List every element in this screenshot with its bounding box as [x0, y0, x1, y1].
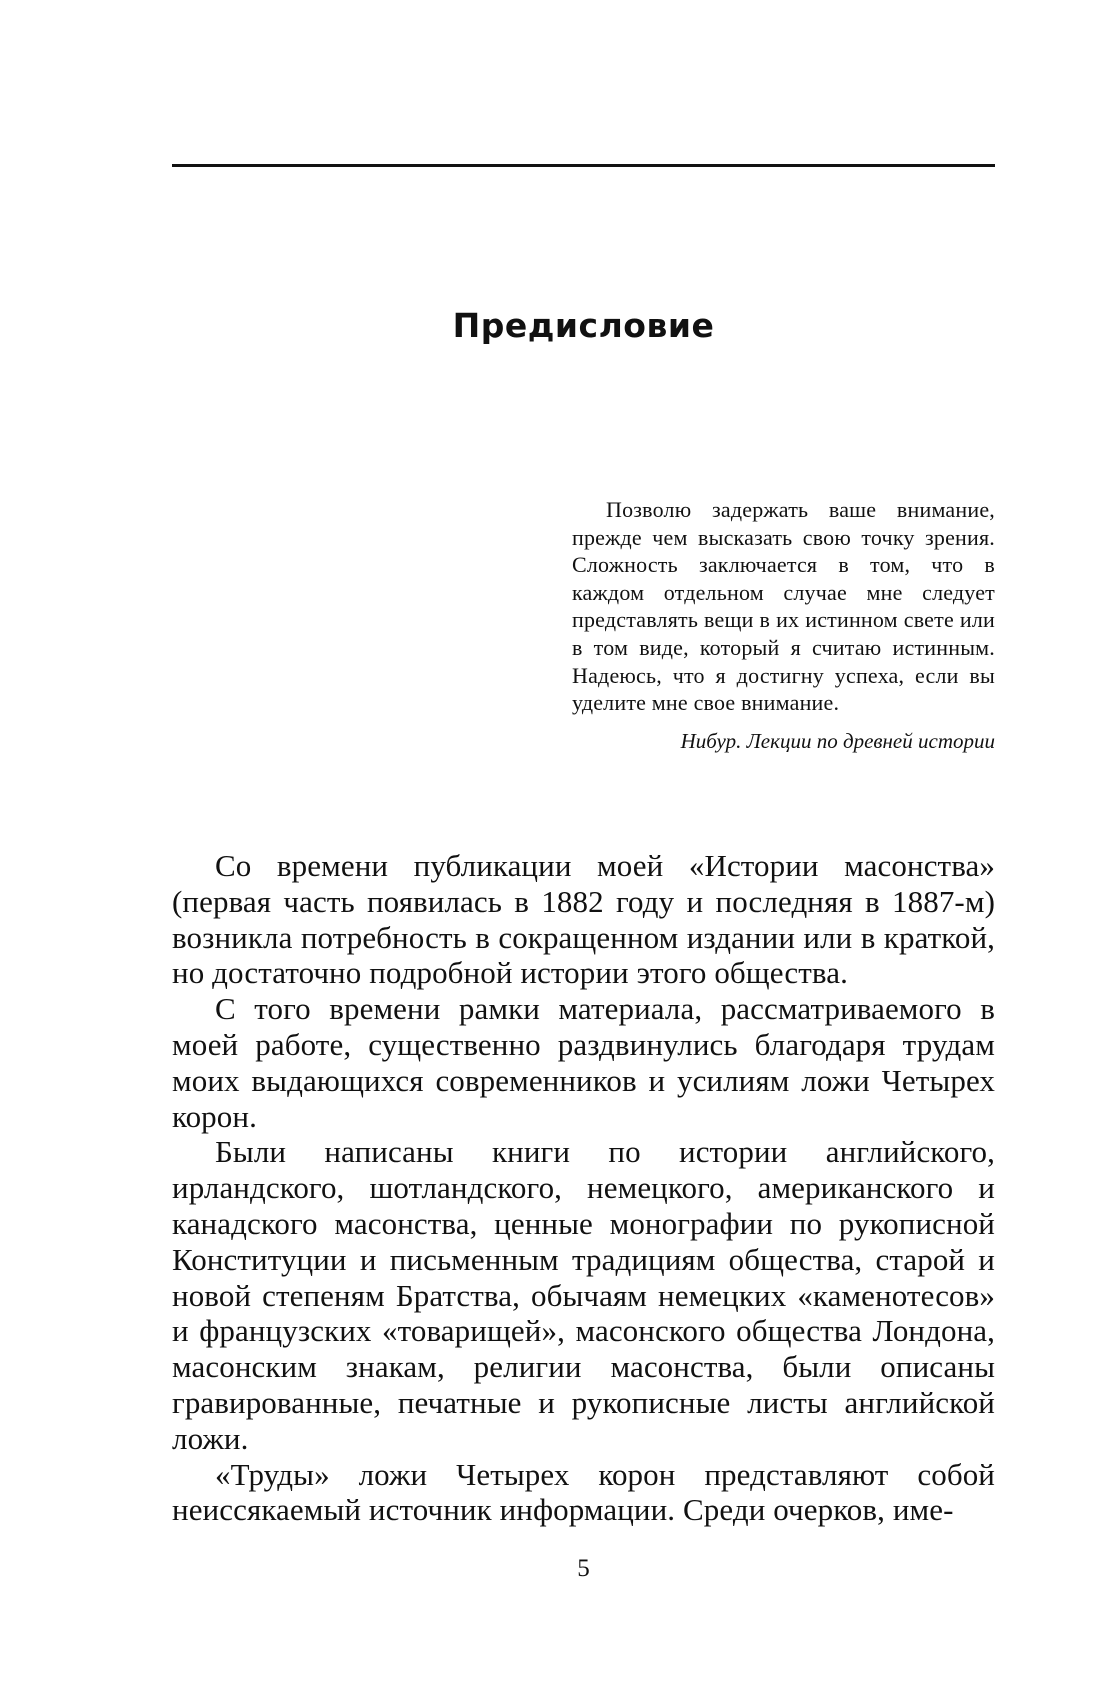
body-paragraph-2: С того времени рамки материала, рассматриваемого в моей работе, существенно раздвинулись благодаря трудам моих выдающихся современников и усилиям ложи Четырех корон. [172, 991, 995, 1134]
body-paragraph-3: Были написаны книги по истории английского, ирландского, шотландского, немецкого, американского и канадского масонства, ценные монографии по рукописной Конституции и письменным традициям общества, старой и новой степеням Братства, обычаям немецких «каменотесов» и французских «товарищей», масонского общества Лондона, масонским знакам, религии масонства, были описаны гравированные, печатные и рукописные листы английской ложи. [172, 1134, 995, 1456]
chapter-title: Предисловие [452, 306, 715, 346]
body-paragraph-1: Со времени публикации моей «Истории масонства» (первая часть появилась в 1882 году и последняя в 1887-м) возникла потребность в сокращенном издании или в краткой, но достаточно подробной истории этого общества. [172, 848, 995, 991]
epigraph-source: Нибур. Лекции по древней истории [680, 728, 995, 753]
epigraph [572, 496, 995, 755]
body-paragraph-4: «Труды» ложи Четырех корон представляют собой неиссякаемый источник информации. Среди очерков, име- [172, 1456, 995, 1528]
top-rule [172, 164, 995, 167]
page-number: 5 [577, 1555, 590, 1582]
epigraph-text: Позволю задержать ваше внимание, прежде чем высказать свою точку зрения. Сложность заключается в том, что в каждом отдельном случае мне следует представлять вещи в их истинном свете или в том виде, который я считаю истинным. Надеюсь, что я достигну успеха, если вы уделите мне свое внимание. [572, 497, 995, 716]
body-text [172, 848, 995, 1528]
